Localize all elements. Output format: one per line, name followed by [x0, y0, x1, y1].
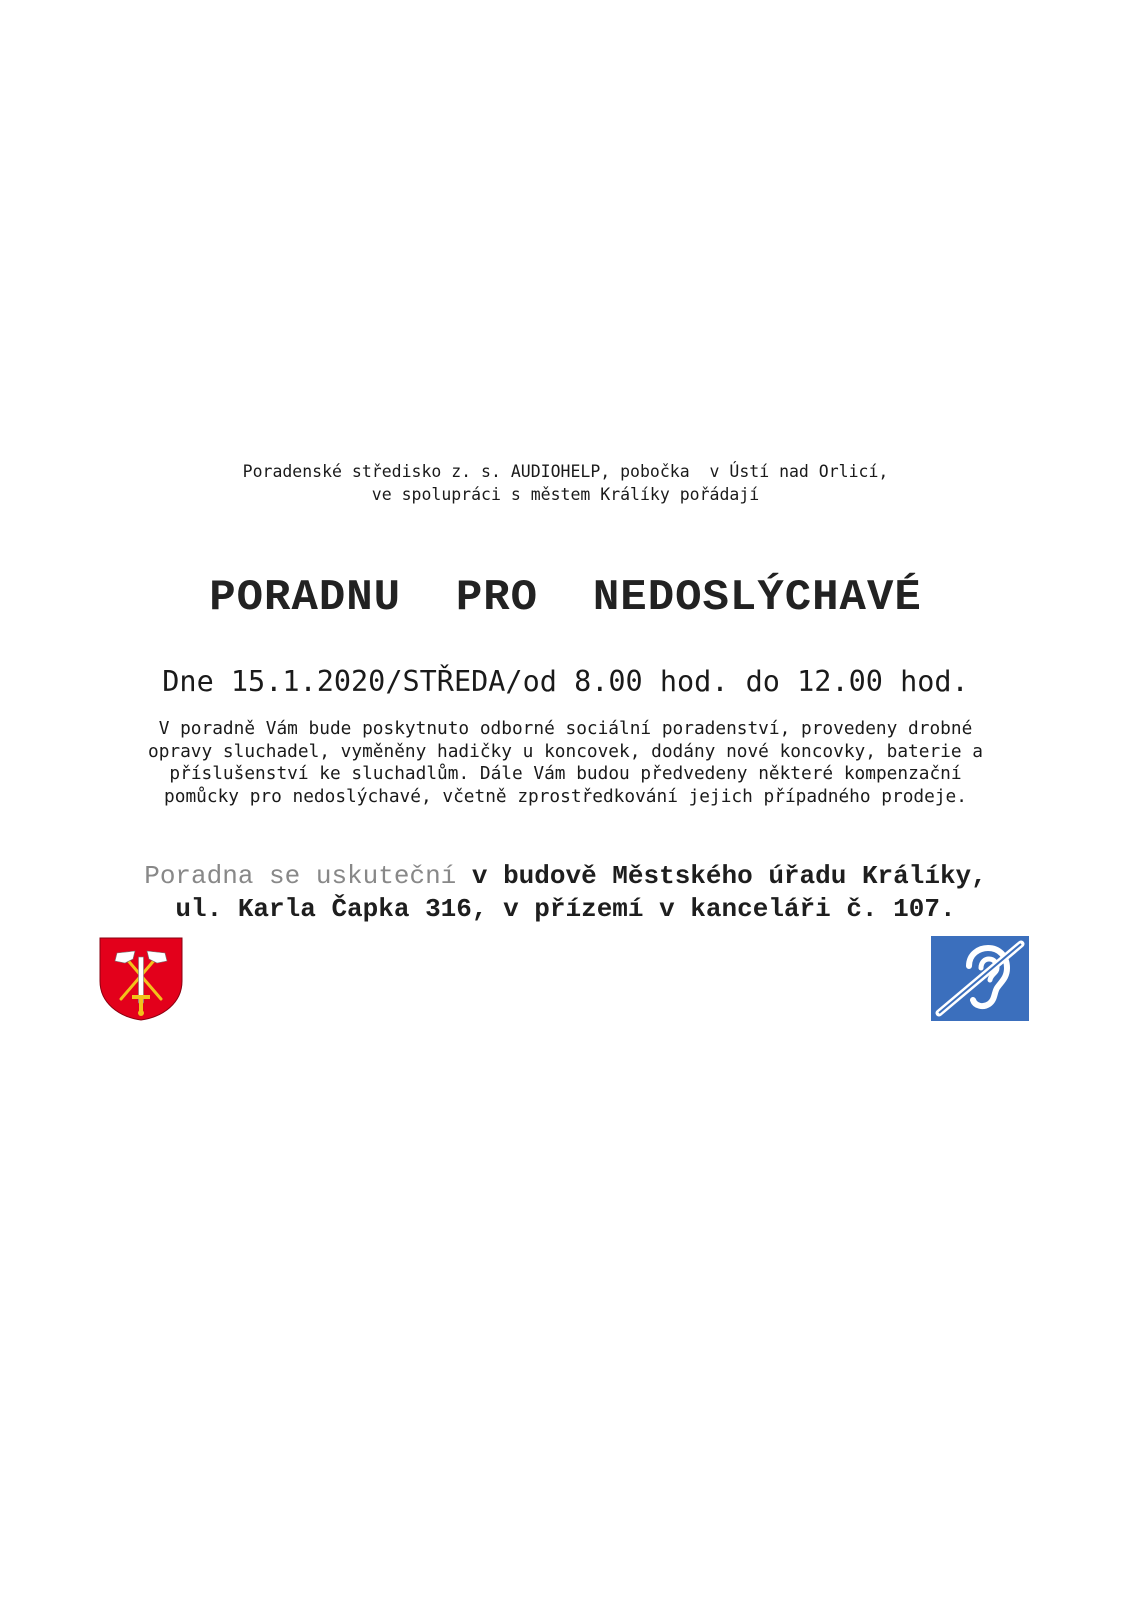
- location-building: v budově Městského úřadu Králíky,: [471, 861, 987, 891]
- description-line-4: pomůcky pro nedoslýchavé, včetně zprostředkování jejich případného prodeje.: [164, 785, 967, 807]
- date-line: Dne 15.1.2020/STŘEDA/od 8.00 hod. do 12.00 hod.: [162, 665, 969, 698]
- intro-text: [0, 460, 1131, 506]
- intro-line-2: ve spolupráci s městem Králíky pořádají: [371, 485, 760, 504]
- location-line-2: ul. Karla Čapka 316, v přízemí v kanceláři č. 107.: [175, 894, 956, 924]
- intro-line-1: Poradenské středisko z. s. AUDIOHELP, pobočka v Ústí nad Orlicí,: [242, 462, 889, 481]
- description-paragraph: [0, 718, 1131, 808]
- location-intro: Poradna se uskuteční: [144, 861, 472, 891]
- description-line-2: opravy sluchadel, vyměněny hadičky u koncovek, dodány nové koncovky, baterie a: [147, 740, 983, 762]
- location-line-1: [0, 860, 1131, 893]
- page-title: PORADNU PRO NEDOSLÝCHAVÉ: [209, 573, 922, 623]
- coat-of-arms-icon: [99, 937, 183, 1021]
- description-line-3: příslušenství ke sluchadlům. Dále Vám budou předvedeny některé kompenzační: [169, 763, 962, 784]
- hearing-loss-icon: [931, 936, 1029, 1021]
- description-line-1: V poradně Vám bude poskytnuto odborné sociální poradenství, provedeny drobné: [158, 718, 973, 739]
- location-text: [0, 860, 1131, 926]
